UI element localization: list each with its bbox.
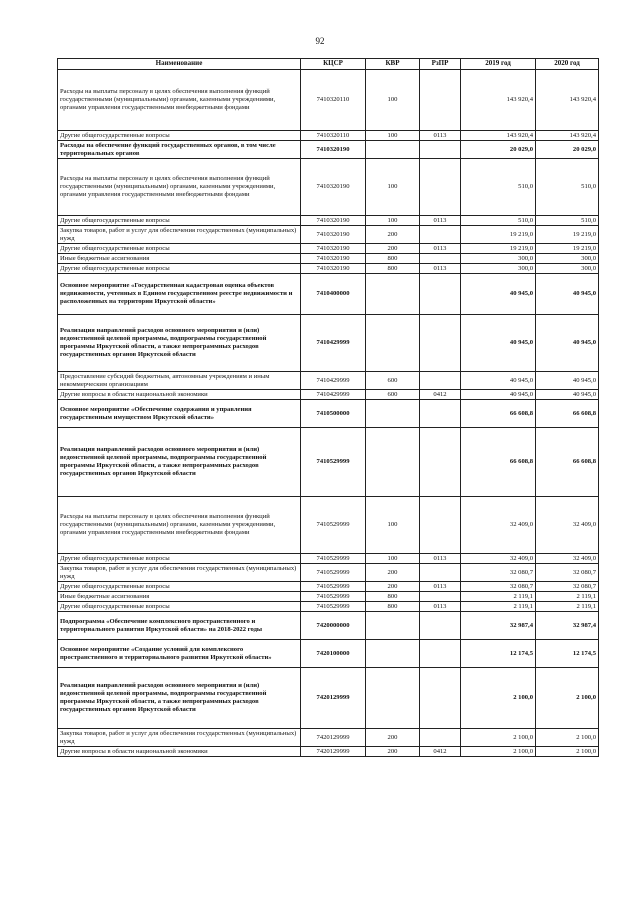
table-row bbox=[58, 226, 599, 244]
cell-kcsr: 7420129999 bbox=[301, 729, 366, 747]
cell-2020: 2 100,0 bbox=[536, 668, 599, 729]
cell-name: Расходы на выплаты персоналу в целях обеспечения выполнения функций государственными (муниципальными) органами, казенными учреждениями, органами управления государственными внебюджетными фондами bbox=[58, 70, 301, 131]
cell-2019: 40 945,0 bbox=[461, 315, 536, 372]
cell-kvr: 200 bbox=[366, 729, 420, 747]
cell-name: Закупка товаров, работ и услуг для обеспечения государственных (муниципальных) нужд bbox=[58, 226, 301, 244]
cell-kvr: 200 bbox=[366, 582, 420, 592]
cell-2020: 32 080,7 bbox=[536, 564, 599, 582]
cell-2019: 2 100,0 bbox=[461, 668, 536, 729]
table-row bbox=[58, 668, 599, 729]
cell-2020: 40 945,0 bbox=[536, 390, 599, 400]
cell-2019: 510,0 bbox=[461, 159, 536, 216]
cell-kcsr: 7410429999 bbox=[301, 390, 366, 400]
cell-kcsr: 7410320110 bbox=[301, 131, 366, 141]
cell-rzpr bbox=[420, 226, 461, 244]
cell-rzpr bbox=[420, 612, 461, 640]
header-kvr: КВР bbox=[366, 59, 420, 70]
cell-rzpr bbox=[420, 254, 461, 264]
header-name: Наименование bbox=[58, 59, 301, 70]
cell-2020: 300,0 bbox=[536, 254, 599, 264]
cell-kvr: 100 bbox=[366, 131, 420, 141]
cell-2020: 20 029,0 bbox=[536, 141, 599, 159]
cell-kcsr: 7410529999 bbox=[301, 554, 366, 564]
cell-name: Другие вопросы в области национальной экономики bbox=[58, 747, 301, 757]
cell-kvr: 800 bbox=[366, 264, 420, 274]
table-row bbox=[58, 640, 599, 668]
header-rzpr: РзПР bbox=[420, 59, 461, 70]
cell-name: Другие общегосударственные вопросы bbox=[58, 554, 301, 564]
cell-2020: 2 100,0 bbox=[536, 729, 599, 747]
cell-kvr bbox=[366, 640, 420, 668]
cell-2019: 2 119,1 bbox=[461, 592, 536, 602]
cell-2020: 143 920,4 bbox=[536, 70, 599, 131]
cell-rzpr: 0113 bbox=[420, 582, 461, 592]
cell-kcsr: 7410320190 bbox=[301, 216, 366, 226]
cell-kvr: 100 bbox=[366, 554, 420, 564]
cell-2020: 2 100,0 bbox=[536, 747, 599, 757]
cell-rzpr: 0412 bbox=[420, 747, 461, 757]
cell-2019: 40 945,0 bbox=[461, 390, 536, 400]
cell-2020: 32 987,4 bbox=[536, 612, 599, 640]
cell-2020: 12 174,5 bbox=[536, 640, 599, 668]
cell-kcsr: 7410529999 bbox=[301, 564, 366, 582]
cell-name: Основное мероприятие «Создание условий для комплексного пространственного и территориального развития Иркутской области» bbox=[58, 640, 301, 668]
cell-2020: 300,0 bbox=[536, 264, 599, 274]
cell-rzpr bbox=[420, 428, 461, 497]
cell-kcsr: 7410529999 bbox=[301, 497, 366, 554]
cell-2020: 32 409,0 bbox=[536, 497, 599, 554]
cell-kvr: 200 bbox=[366, 747, 420, 757]
cell-2020: 2 119,1 bbox=[536, 602, 599, 612]
cell-rzpr bbox=[420, 729, 461, 747]
cell-2020: 66 608,8 bbox=[536, 428, 599, 497]
cell-2020: 66 608,8 bbox=[536, 400, 599, 428]
cell-kvr: 800 bbox=[366, 602, 420, 612]
cell-rzpr bbox=[420, 159, 461, 216]
cell-name: Расходы на выплаты персоналу в целях обеспечения выполнения функций государственными (муниципальными) органами, казенными учреждениями, органами управления государственными внебюджетными фондами bbox=[58, 159, 301, 216]
cell-kcsr: 7410320190 bbox=[301, 244, 366, 254]
cell-kcsr: 7410320190 bbox=[301, 264, 366, 274]
cell-rzpr: 0113 bbox=[420, 131, 461, 141]
header-2019: 2019 год bbox=[461, 59, 536, 70]
cell-kvr: 200 bbox=[366, 226, 420, 244]
cell-kvr bbox=[366, 400, 420, 428]
cell-name: Предоставление субсидий бюджетным, автономным учреждениям и иным некоммерческим организациям bbox=[58, 372, 301, 390]
table-row bbox=[58, 729, 599, 747]
cell-2019: 12 174,5 bbox=[461, 640, 536, 668]
cell-kcsr: 7410529999 bbox=[301, 602, 366, 612]
cell-name: Реализация направлений расходов основного мероприятия и (или) ведомственной целевой программы, подпрограммы государственной программы Иркутской области, а также непрограммных расходов государственных органов Иркутской области bbox=[58, 428, 301, 497]
cell-kvr: 800 bbox=[366, 254, 420, 264]
cell-rzpr bbox=[420, 315, 461, 372]
cell-2019: 40 945,0 bbox=[461, 372, 536, 390]
cell-kcsr: 7410529999 bbox=[301, 592, 366, 602]
cell-name: Другие общегосударственные вопросы bbox=[58, 602, 301, 612]
cell-2019: 32 987,4 bbox=[461, 612, 536, 640]
cell-kcsr: 7420129999 bbox=[301, 668, 366, 729]
cell-kcsr: 7410320110 bbox=[301, 70, 366, 131]
cell-rzpr: 0113 bbox=[420, 216, 461, 226]
cell-kcsr: 7410500000 bbox=[301, 400, 366, 428]
cell-2019: 20 029,0 bbox=[461, 141, 536, 159]
table-body bbox=[58, 70, 599, 757]
cell-kvr: 800 bbox=[366, 592, 420, 602]
cell-rzpr bbox=[420, 640, 461, 668]
cell-name: Другие вопросы в области национальной экономики bbox=[58, 390, 301, 400]
cell-kcsr: 7420100000 bbox=[301, 640, 366, 668]
table-row bbox=[58, 131, 599, 141]
table-row bbox=[58, 582, 599, 592]
cell-2020: 32 080,7 bbox=[536, 582, 599, 592]
table-row bbox=[58, 390, 599, 400]
cell-rzpr: 0412 bbox=[420, 390, 461, 400]
cell-rzpr: 0113 bbox=[420, 602, 461, 612]
table-row bbox=[58, 372, 599, 390]
cell-2020: 32 409,0 bbox=[536, 554, 599, 564]
cell-2020: 40 945,0 bbox=[536, 274, 599, 315]
table-row bbox=[58, 216, 599, 226]
table-row bbox=[58, 274, 599, 315]
cell-kvr bbox=[366, 141, 420, 159]
cell-2020: 143 920,4 bbox=[536, 131, 599, 141]
cell-2019: 32 080,7 bbox=[461, 582, 536, 592]
table-row bbox=[58, 400, 599, 428]
table-header-row bbox=[58, 59, 599, 70]
cell-kcsr: 7410320190 bbox=[301, 254, 366, 264]
cell-rzpr bbox=[420, 274, 461, 315]
cell-2020: 19 219,0 bbox=[536, 244, 599, 254]
table-row bbox=[58, 159, 599, 216]
cell-2019: 40 945,0 bbox=[461, 274, 536, 315]
cell-2020: 19 219,0 bbox=[536, 226, 599, 244]
cell-kcsr: 7410529999 bbox=[301, 428, 366, 497]
cell-rzpr bbox=[420, 592, 461, 602]
cell-2020: 510,0 bbox=[536, 216, 599, 226]
cell-name: Другие общегосударственные вопросы bbox=[58, 264, 301, 274]
cell-name: Реализация направлений расходов основного мероприятия и (или) ведомственной целевой программы, подпрограммы государственной программы Иркутской области, а также непрограммных расходов государственных органов Иркутской области bbox=[58, 315, 301, 372]
cell-name: Подпрограмма «Обеспечение комплексного пространственного и территориального развития Иркутской области» на 2018-2022 годы bbox=[58, 612, 301, 640]
cell-2019: 300,0 bbox=[461, 264, 536, 274]
table-row bbox=[58, 747, 599, 757]
cell-kvr: 100 bbox=[366, 216, 420, 226]
cell-name: Расходы на обеспечение функций государственных органов, в том числе территориальных органов bbox=[58, 141, 301, 159]
cell-2019: 19 219,0 bbox=[461, 226, 536, 244]
cell-kcsr: 7420129999 bbox=[301, 747, 366, 757]
table-row bbox=[58, 612, 599, 640]
cell-name: Закупка товаров, работ и услуг для обеспечения государственных (муниципальных) нужд bbox=[58, 729, 301, 747]
table-row bbox=[58, 244, 599, 254]
cell-2019: 300,0 bbox=[461, 254, 536, 264]
cell-kvr: 600 bbox=[366, 372, 420, 390]
cell-2020: 510,0 bbox=[536, 159, 599, 216]
cell-kvr: 100 bbox=[366, 159, 420, 216]
cell-2020: 40 945,0 bbox=[536, 372, 599, 390]
cell-kvr: 100 bbox=[366, 70, 420, 131]
cell-2019: 510,0 bbox=[461, 216, 536, 226]
cell-rzpr: 0113 bbox=[420, 244, 461, 254]
cell-2019: 143 920,4 bbox=[461, 70, 536, 131]
cell-name: Основное мероприятие «Государственная кадастровая оценка объектов недвижимости, учтенных в Едином государственном реестре недвижимости и расположенных на территории Иркутской области» bbox=[58, 274, 301, 315]
cell-2019: 2 119,1 bbox=[461, 602, 536, 612]
cell-name: Другие общегосударственные вопросы bbox=[58, 216, 301, 226]
cell-rzpr: 0113 bbox=[420, 264, 461, 274]
cell-name: Иные бюджетные ассигнования bbox=[58, 254, 301, 264]
cell-2020: 2 119,1 bbox=[536, 592, 599, 602]
cell-2019: 2 100,0 bbox=[461, 747, 536, 757]
cell-rzpr bbox=[420, 70, 461, 131]
cell-rzpr bbox=[420, 564, 461, 582]
cell-kvr bbox=[366, 274, 420, 315]
budget-table bbox=[57, 58, 599, 757]
table-row bbox=[58, 264, 599, 274]
cell-kcsr: 7420000000 bbox=[301, 612, 366, 640]
cell-kcsr: 7410400000 bbox=[301, 274, 366, 315]
cell-name: Другие общегосударственные вопросы bbox=[58, 582, 301, 592]
cell-rzpr bbox=[420, 400, 461, 428]
cell-2019: 32 409,0 bbox=[461, 554, 536, 564]
header-2020: 2020 год bbox=[536, 59, 599, 70]
cell-rzpr bbox=[420, 668, 461, 729]
cell-kcsr: 7410320190 bbox=[301, 141, 366, 159]
cell-rzpr bbox=[420, 141, 461, 159]
cell-kvr: 200 bbox=[366, 564, 420, 582]
cell-kvr: 100 bbox=[366, 497, 420, 554]
cell-2019: 32 080,7 bbox=[461, 564, 536, 582]
cell-kvr: 600 bbox=[366, 390, 420, 400]
table-row bbox=[58, 141, 599, 159]
table-row bbox=[58, 70, 599, 131]
table-row bbox=[58, 497, 599, 554]
cell-name: Расходы на выплаты персоналу в целях обеспечения выполнения функций государственными (муниципальными) органами, казенными учреждениями, органами управления государственными внебюджетными фондами bbox=[58, 497, 301, 554]
cell-kvr bbox=[366, 428, 420, 497]
cell-name: Основное мероприятие «Обеспечение содержания и управления государственным имуществом Иркутской области» bbox=[58, 400, 301, 428]
cell-kvr: 200 bbox=[366, 244, 420, 254]
cell-kcsr: 7410320190 bbox=[301, 226, 366, 244]
cell-kvr bbox=[366, 315, 420, 372]
cell-kcsr: 7410320190 bbox=[301, 159, 366, 216]
cell-name: Закупка товаров, работ и услуг для обеспечения государственных (муниципальных) нужд bbox=[58, 564, 301, 582]
cell-2019: 19 219,0 bbox=[461, 244, 536, 254]
cell-2019: 143 920,4 bbox=[461, 131, 536, 141]
cell-name: Другие общегосударственные вопросы bbox=[58, 131, 301, 141]
cell-kcsr: 7410429999 bbox=[301, 315, 366, 372]
cell-kvr bbox=[366, 612, 420, 640]
table-row bbox=[58, 602, 599, 612]
cell-name: Другие общегосударственные вопросы bbox=[58, 244, 301, 254]
cell-name: Реализация направлений расходов основного мероприятия и (или) ведомственной целевой программы, подпрограммы государственной программы Иркутской области, а также непрограммных расходов государственных органов Иркутской области bbox=[58, 668, 301, 729]
cell-rzpr bbox=[420, 497, 461, 554]
cell-name: Иные бюджетные ассигнования bbox=[58, 592, 301, 602]
cell-2019: 66 608,8 bbox=[461, 428, 536, 497]
cell-rzpr: 0113 bbox=[420, 554, 461, 564]
cell-2019: 2 100,0 bbox=[461, 729, 536, 747]
header-kcsr: КЦСР bbox=[301, 59, 366, 70]
cell-2020: 40 945,0 bbox=[536, 315, 599, 372]
page-number: 92 bbox=[315, 36, 325, 46]
table-row bbox=[58, 564, 599, 582]
cell-kvr bbox=[366, 668, 420, 729]
table-row bbox=[58, 554, 599, 564]
table-row bbox=[58, 428, 599, 497]
cell-kcsr: 7410429999 bbox=[301, 372, 366, 390]
table-row bbox=[58, 315, 599, 372]
table-row bbox=[58, 592, 599, 602]
cell-2019: 32 409,0 bbox=[461, 497, 536, 554]
cell-2019: 66 608,8 bbox=[461, 400, 536, 428]
cell-rzpr bbox=[420, 372, 461, 390]
cell-kcsr: 7410529999 bbox=[301, 582, 366, 592]
table-row bbox=[58, 254, 599, 264]
